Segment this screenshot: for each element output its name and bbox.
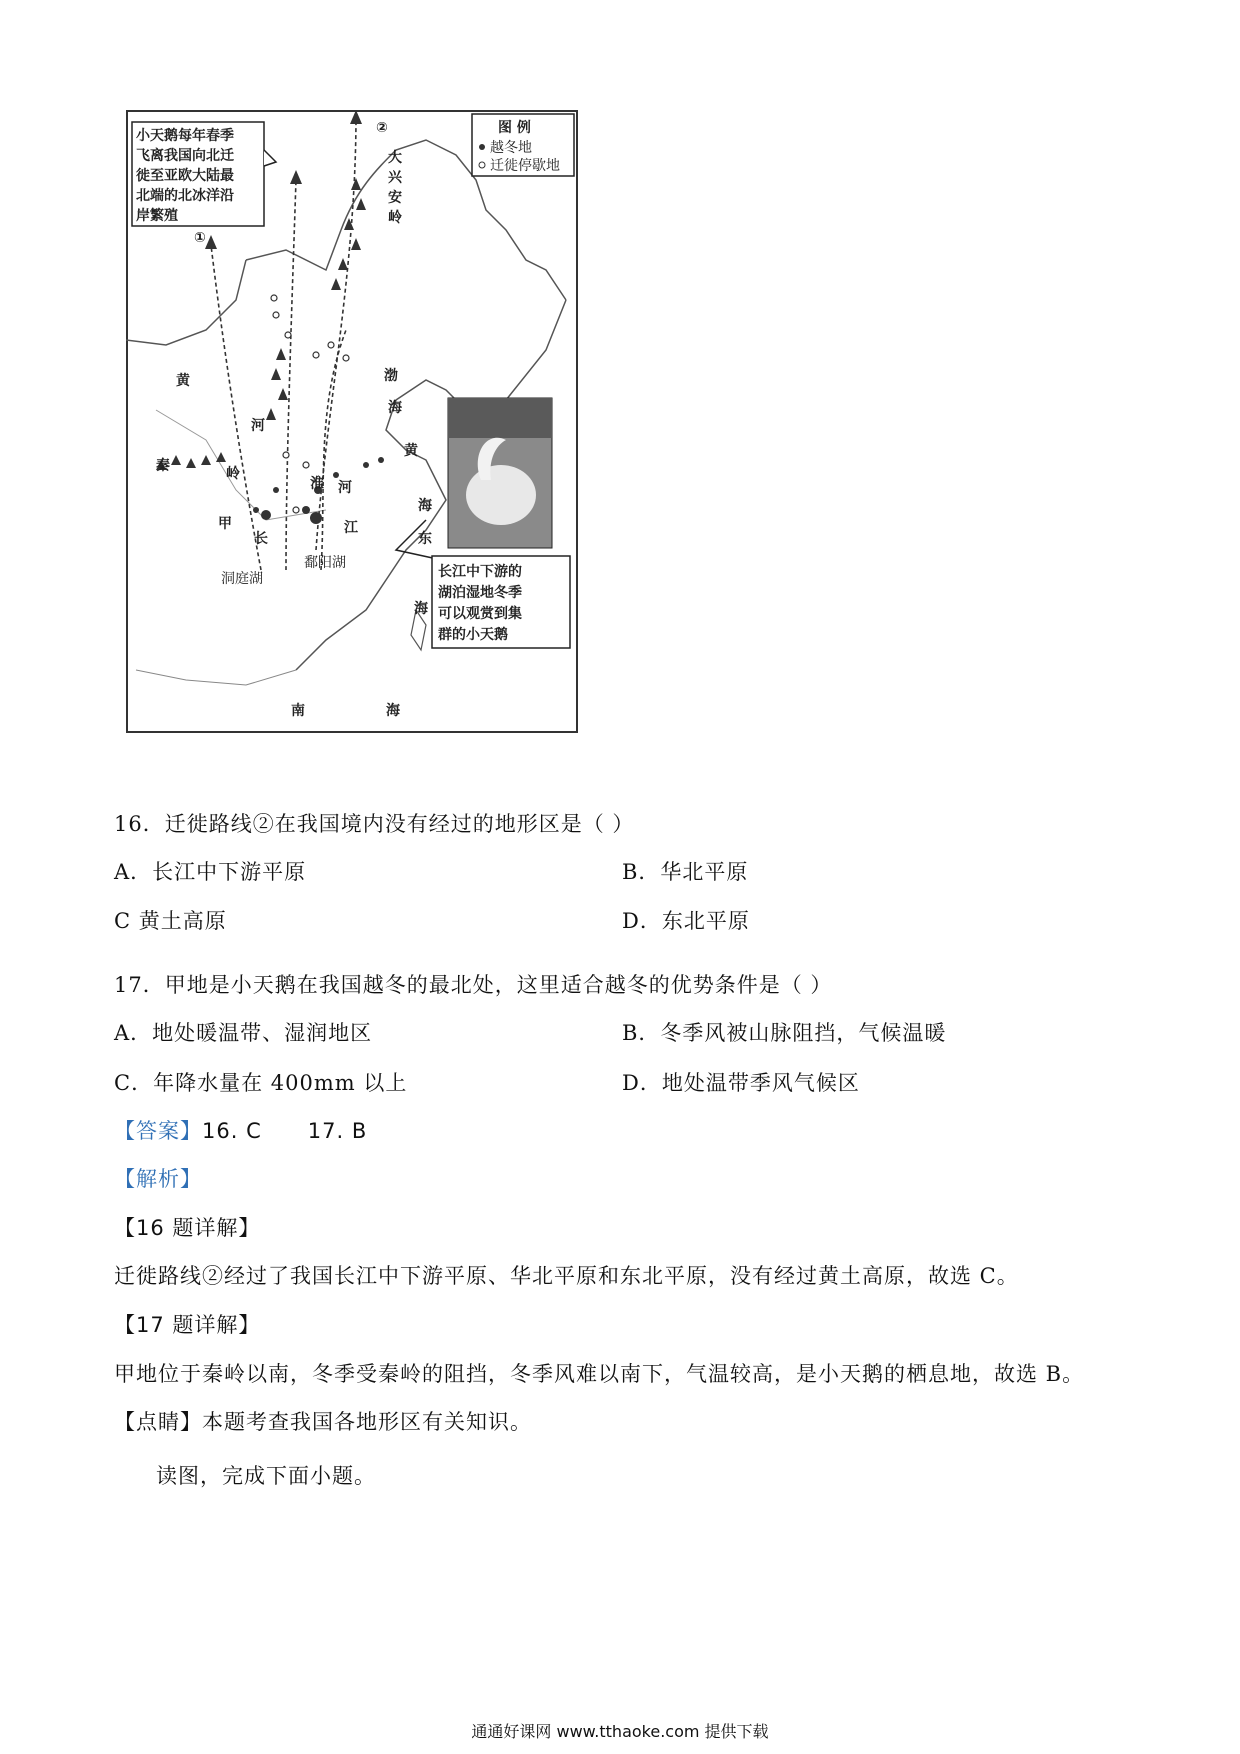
map-label: 海 <box>386 703 400 719</box>
detail-16-text: 迁徙路线②经过了我国长江中下游平原、华北平原和东北平原，没有经过黄土高原，故选 C。 <box>114 1264 1019 1288</box>
map-label: 黄 <box>176 373 190 389</box>
map-label: 岭 <box>388 210 402 226</box>
note-top-line: 徙至亚欧大陆最 <box>136 168 234 184</box>
detail-16-label: 【16 题详解】 <box>114 1216 261 1240</box>
map-label: 岭 <box>226 466 240 482</box>
map-label: 兴 <box>388 170 402 186</box>
legend-stop-label: 迁徙停歇地 <box>490 158 560 174</box>
next-instruction: 读图，完成下面小题。 <box>156 1464 376 1488</box>
q16-option-a: A．长江中下游平原 <box>114 860 307 884</box>
map-label-jia: 甲 <box>218 516 232 532</box>
analysis-label: 【解析】 <box>114 1167 202 1191</box>
map-label: 海 <box>414 601 428 617</box>
swan-photo <box>448 398 552 548</box>
map-label: 海 <box>418 498 432 514</box>
answer-label: 【答案】 <box>114 1119 202 1143</box>
answer-text: 16. C 17. B <box>202 1119 368 1143</box>
map-label: 东 <box>418 531 432 547</box>
map-label: 江 <box>344 520 358 536</box>
note-bottom-line: 群的小天鹅 <box>438 627 508 643</box>
note-bottom-line: 湖泊湿地冬季 <box>438 585 522 601</box>
note-bottom-line: 长江中下游的 <box>438 564 522 580</box>
map-label: 河 <box>338 480 352 496</box>
stopover-site-icon <box>479 162 485 168</box>
detail-17-text: 甲地位于秦岭以南，冬季受秦岭的阻挡，冬季风难以南下，气温较高，是小天鹅的栖息地，故选 B。 <box>114 1362 1085 1386</box>
legend <box>472 114 574 176</box>
map-label: 安 <box>388 190 402 206</box>
q17-option-d: D．地处温带季风气候区 <box>622 1071 860 1095</box>
map-label: 海 <box>388 400 402 416</box>
question-17-stem: 17．甲地是小天鹅在我国越冬的最北处，这里适合越冬的优势条件是（ ） <box>114 973 833 997</box>
q17-option-b: B．冬季风被山脉阻挡，气候温暖 <box>622 1021 947 1045</box>
note-top-line: 小天鹅每年春季 <box>136 128 234 144</box>
footer-text: 通通好课网 www.tthaoke.com 提供下载 <box>471 1722 769 1741</box>
migration-map <box>126 110 578 733</box>
answer-line <box>114 1115 367 1145</box>
legend-winter-label: 越冬地 <box>490 140 532 156</box>
map-label: 秦 <box>156 458 170 474</box>
q16-option-d: D．东北平原 <box>622 909 750 933</box>
detail-17-label: 【17 题详解】 <box>114 1313 261 1337</box>
note-top-line: 北端的北冰洋沿 <box>136 188 234 204</box>
map-label-dongting: 洞庭湖 <box>221 571 263 587</box>
comment-line: 【点睛】本题考查我国各地形区有关知识。 <box>114 1410 532 1434</box>
q16-option-c: C 黄土高原 <box>114 909 227 933</box>
q16-option-b: B．华北平原 <box>622 860 749 884</box>
note-bottom-line: 可以观赏到集 <box>438 606 522 622</box>
q17-option-a: A．地处暖温带、湿润地区 <box>114 1021 373 1045</box>
map-label: 渤 <box>384 368 398 384</box>
route-1-label: ① <box>194 230 206 246</box>
legend-title: 图 例 <box>498 120 531 136</box>
map-label-poyang: 鄱阳湖 <box>304 555 346 571</box>
winter-site-icon <box>479 144 485 150</box>
map-label: 南 <box>291 703 305 719</box>
map-label: 大 <box>388 150 402 166</box>
route-2-label: ② <box>376 120 388 136</box>
map-label: 河 <box>251 418 265 434</box>
question-16-stem: 16．迁徙路线②在我国境内没有经过的地形区是（ ） <box>114 812 635 836</box>
note-top-box <box>132 122 276 226</box>
q17-option-c: C．年降水量在 400mm 以上 <box>114 1071 408 1095</box>
map-label: 黄 <box>404 443 418 459</box>
note-top-line: 飞离我国向北迁 <box>136 148 234 164</box>
map-label: 淮 <box>310 476 324 492</box>
map-label: 长 <box>254 531 268 547</box>
note-top-line: 岸繁殖 <box>136 208 178 224</box>
